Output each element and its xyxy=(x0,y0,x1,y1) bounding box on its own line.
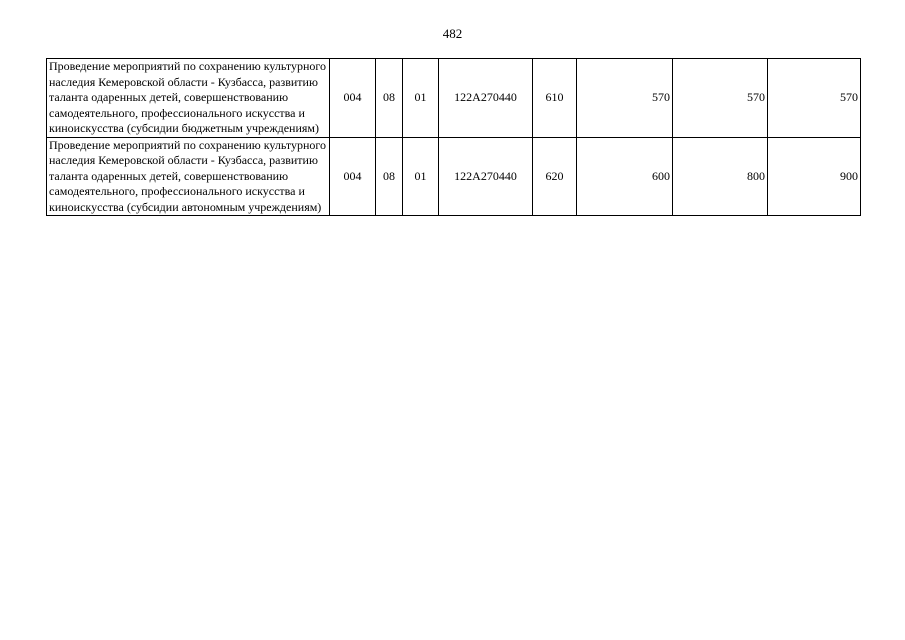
section-code: 08 xyxy=(376,137,403,216)
subsection-code: 01 xyxy=(403,137,439,216)
ministry-code: 004 xyxy=(330,137,376,216)
expense-type-code: 620 xyxy=(533,137,577,216)
ministry-code: 004 xyxy=(330,59,376,138)
amount-year-3: 900 xyxy=(768,137,861,216)
table-row xyxy=(47,137,861,216)
page-number: 482 xyxy=(442,26,463,41)
table-row xyxy=(47,59,861,138)
row-description: Проведение мероприятий по сохранению культурного наследия Кемеровской области - Кузбасса, развитию таланта одаренных детей, совершенствованию самодеятельного, профессионального искусства и киноискусства (субсидии бюджетным учреждениям) xyxy=(47,59,330,138)
row-description: Проведение мероприятий по сохранению культурного наследия Кемеровской области - Кузбасса, развитию таланта одаренных детей, совершенствованию самодеятельного, профессионального искусства и киноискусства (субсидии автономным учреждениям) xyxy=(47,137,330,216)
budget-table xyxy=(46,58,861,216)
amount-year-3: 570 xyxy=(768,59,861,138)
target-article-code: 122А270440 xyxy=(439,59,533,138)
amount-year-2: 570 xyxy=(673,59,768,138)
expense-type-code: 610 xyxy=(533,59,577,138)
amount-year-2: 800 xyxy=(673,137,768,216)
subsection-code: 01 xyxy=(403,59,439,138)
target-article-code: 122А270440 xyxy=(439,137,533,216)
amount-year-1: 570 xyxy=(577,59,673,138)
amount-year-1: 600 xyxy=(577,137,673,216)
section-code: 08 xyxy=(376,59,403,138)
